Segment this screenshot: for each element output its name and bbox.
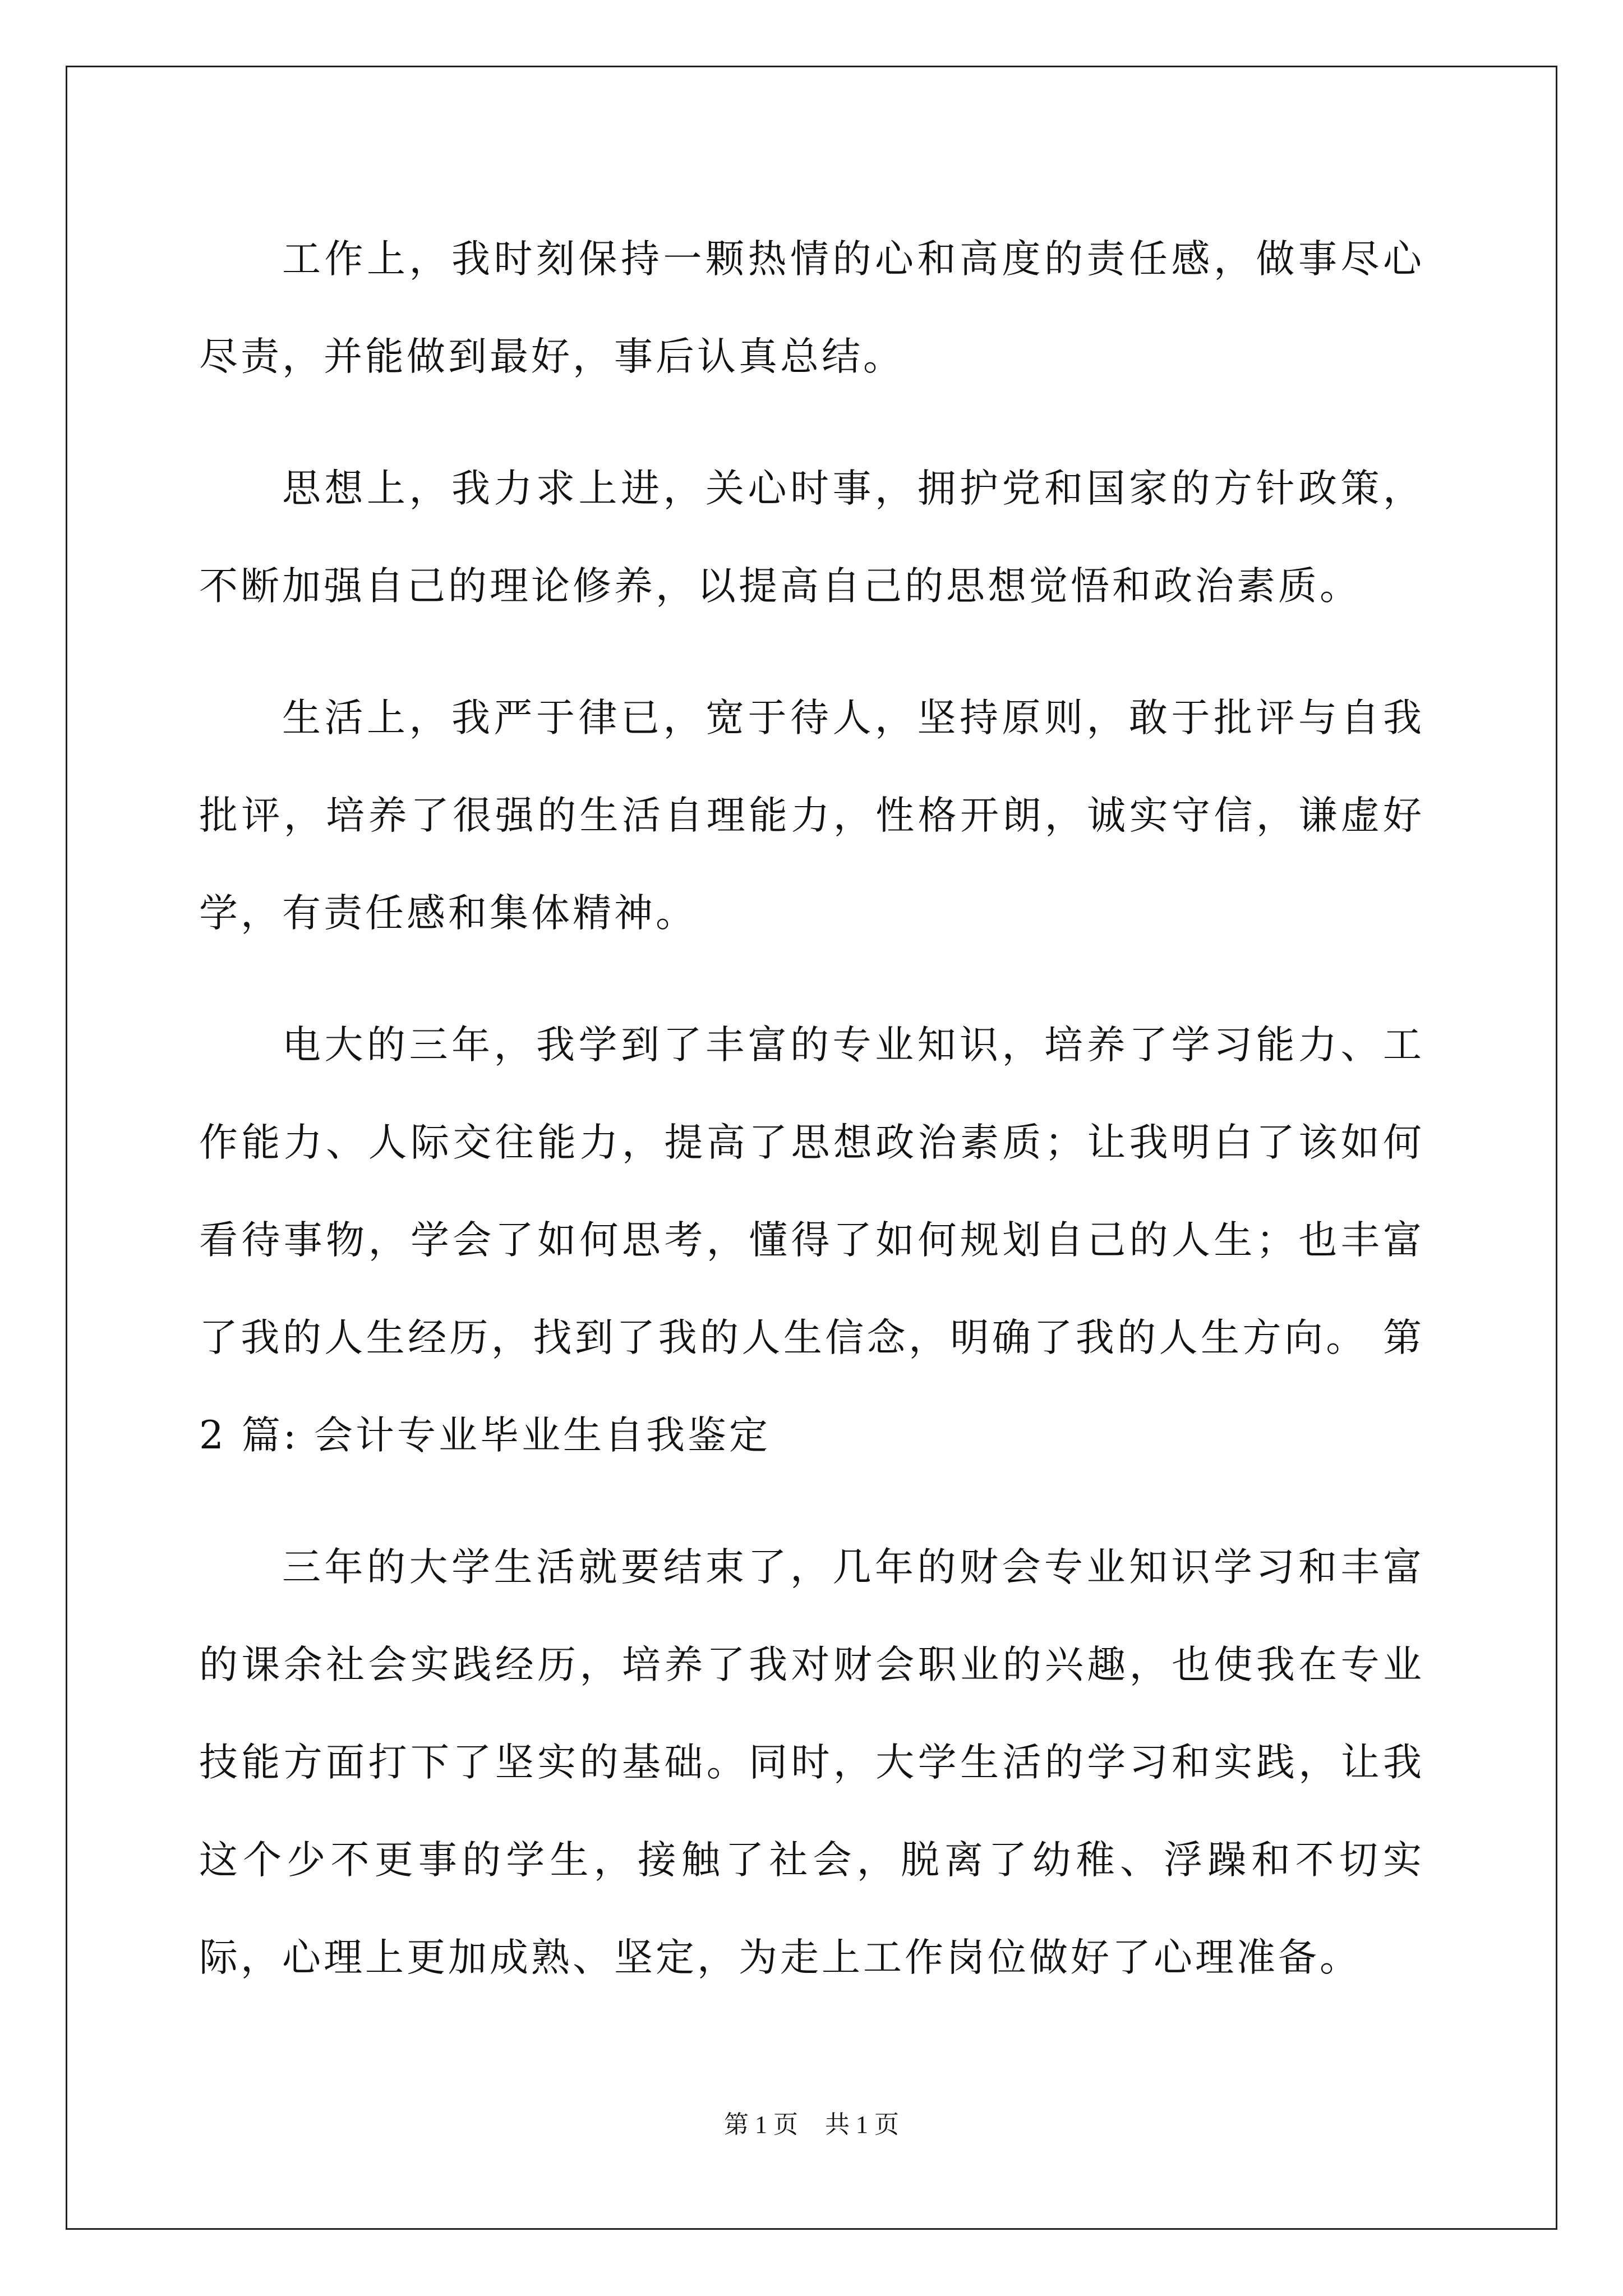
- paragraph-thought: 思想上，我力求上进，关心时事，拥护党和国家的方针政策，不断加强自己的理论修养，以提高自己的思想觉悟和政治素质。: [199, 466, 1424, 609]
- paragraph-life: 生活上，我严于律已，宽于待人，坚持原则，敢于批评与自我批评，培养了很强的生活自理能力，性格开朗，诚实守信，谦虚好学，有责任感和集体精神。: [199, 696, 1424, 936]
- page-total: 共 1 页: [825, 2111, 899, 2138]
- document-body: [199, 210, 1424, 2041]
- page-number: 第 1 页: [724, 2111, 798, 2138]
- paragraph-tvu-years: 电大的三年，我学到了丰富的专业知识，培养了学习能力、工作能力、人际交往能力，提高了思想政治素质；让我明白了该如何看待事物，学会了如何思考，懂得了如何规划自己的人生；也丰富了我的人生经历，找到了我的人生信念，明确了我的人生方向。 第 2 篇: 会计专业毕业生自我鉴定: [199, 1023, 1424, 1458]
- paragraph-three-years: 三年的大学生活就要结束了，几年的财会专业知识学习和丰富的课余社会实践经历，培养了我对财会职业的兴趣，也使我在专业技能方面打下了坚实的基础。同时，大学生活的学习和实践，让我这个少不更事的学生，接触了社会，脱离了幼稚、浮躁和不切实际，心理上更加成熟、坚定，为走上工作岗位做好了心理准备。: [199, 1545, 1424, 1980]
- paragraph-work: 工作上，我时刻保持一颗热情的心和高度的责任感，做事尽心尽责，并能做到最好，事后认真总结。: [199, 237, 1424, 379]
- page-footer: [0, 2108, 1623, 2142]
